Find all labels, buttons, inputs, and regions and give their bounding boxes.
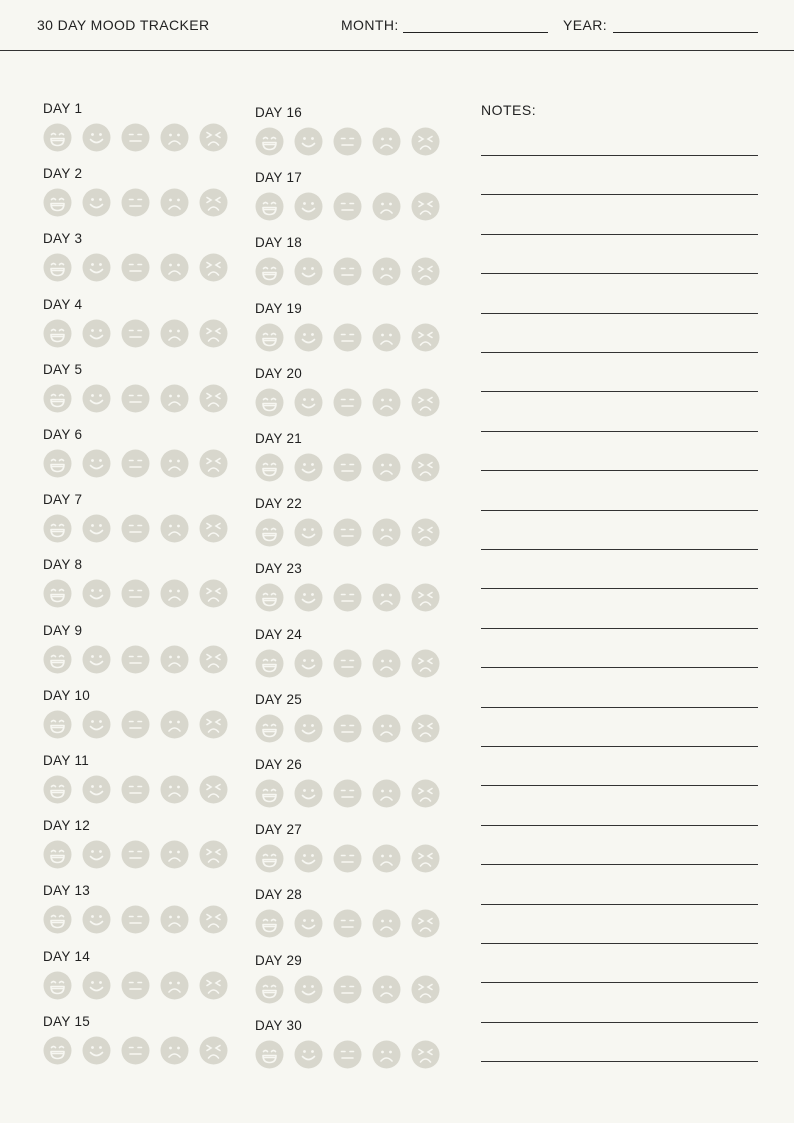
day-label: DAY 23 [255, 561, 303, 577]
sad-face-icon[interactable] [372, 779, 401, 808]
sad-face-icon[interactable] [372, 518, 401, 547]
note-line[interactable] [481, 549, 758, 550]
very-sad-face-icon[interactable] [199, 645, 228, 674]
day-label: DAY 18 [255, 235, 303, 251]
sad-face-icon[interactable] [372, 909, 401, 938]
happy-face-icon[interactable] [294, 453, 323, 482]
very-sad-face-icon[interactable] [411, 518, 440, 547]
note-line[interactable] [481, 1022, 758, 1023]
day-entry [255, 105, 455, 165]
happy-face-icon[interactable] [82, 710, 111, 739]
happy-face-icon[interactable] [82, 645, 111, 674]
neutral-face-icon[interactable] [333, 127, 362, 156]
very-happy-face-icon[interactable] [43, 514, 72, 543]
day-entry [43, 1014, 243, 1074]
day-entry [255, 692, 455, 752]
very-sad-face-icon[interactable] [199, 710, 228, 739]
neutral-face-icon[interactable] [121, 905, 150, 934]
day-entry [255, 366, 455, 426]
month-field[interactable] [403, 32, 548, 33]
sad-face-icon[interactable] [160, 449, 189, 478]
very-happy-face-icon[interactable] [43, 319, 72, 348]
day-label: DAY 4 [43, 296, 83, 312]
very-happy-face-icon[interactable] [43, 123, 72, 152]
happy-face-icon[interactable] [82, 253, 111, 282]
happy-face-icon[interactable] [82, 319, 111, 348]
year-label: YEAR: [563, 17, 608, 33]
very-sad-face-icon[interactable] [199, 319, 228, 348]
very-happy-face-icon[interactable] [255, 844, 284, 873]
very-sad-face-icon[interactable] [411, 714, 440, 743]
header-divider [0, 50, 794, 51]
happy-face-icon[interactable] [82, 188, 111, 217]
very-sad-face-icon[interactable] [411, 909, 440, 938]
very-sad-face-icon[interactable] [411, 649, 440, 678]
note-line[interactable] [481, 1061, 758, 1062]
day-label: DAY 24 [255, 626, 303, 642]
note-line[interactable] [481, 588, 758, 589]
note-line[interactable] [481, 825, 758, 826]
very-happy-face-icon[interactable] [43, 188, 72, 217]
note-line[interactable] [481, 431, 758, 432]
neutral-face-icon[interactable] [333, 453, 362, 482]
note-line[interactable] [481, 194, 758, 195]
happy-face-icon[interactable] [294, 975, 323, 1004]
day-label: DAY 11 [43, 753, 90, 768]
sad-face-icon[interactable] [372, 388, 401, 417]
day-label: DAY 26 [255, 757, 303, 772]
very-happy-face-icon[interactable] [43, 840, 72, 869]
happy-face-icon[interactable] [294, 583, 323, 612]
day-entry [43, 362, 243, 422]
very-happy-face-icon[interactable] [255, 323, 284, 352]
happy-face-icon[interactable] [82, 514, 111, 543]
very-sad-face-icon[interactable] [411, 583, 440, 612]
neutral-face-icon[interactable] [121, 579, 150, 608]
happy-face-icon[interactable] [82, 840, 111, 869]
very-happy-face-icon[interactable] [255, 1040, 284, 1069]
day-label: DAY 30 [255, 1017, 303, 1033]
note-line[interactable] [481, 785, 758, 786]
neutral-face-icon[interactable] [121, 775, 150, 804]
day-entry [43, 492, 243, 552]
day-label: DAY 22 [255, 496, 303, 512]
note-line[interactable] [481, 982, 758, 983]
note-line[interactable] [481, 313, 758, 314]
very-happy-face-icon[interactable] [255, 779, 284, 808]
very-sad-face-icon[interactable] [199, 840, 228, 869]
sad-face-icon[interactable] [160, 971, 189, 1000]
day-label: DAY 3 [43, 231, 83, 247]
very-sad-face-icon[interactable] [199, 188, 228, 217]
sad-face-icon[interactable] [372, 583, 401, 612]
happy-face-icon[interactable] [294, 844, 323, 873]
happy-face-icon[interactable] [82, 123, 111, 152]
day-label: DAY 1 [43, 101, 83, 116]
sad-face-icon[interactable] [372, 1040, 401, 1069]
note-line[interactable] [481, 943, 758, 944]
neutral-face-icon[interactable] [333, 388, 362, 417]
note-line[interactable] [481, 234, 758, 235]
happy-face-icon[interactable] [294, 388, 323, 417]
very-sad-face-icon[interactable] [199, 579, 228, 608]
day-label: DAY 7 [43, 492, 83, 508]
days-column-left [43, 101, 243, 1081]
day-entry [43, 297, 243, 357]
note-line[interactable] [481, 273, 758, 274]
very-happy-face-icon[interactable] [255, 714, 284, 743]
happy-face-icon[interactable] [294, 257, 323, 286]
day-entry [43, 753, 243, 813]
very-sad-face-icon[interactable] [199, 1036, 228, 1065]
happy-face-icon[interactable] [82, 775, 111, 804]
day-entry [43, 623, 243, 683]
very-sad-face-icon[interactable] [411, 975, 440, 1004]
neutral-face-icon[interactable] [333, 192, 362, 221]
very-sad-face-icon[interactable] [411, 844, 440, 873]
very-happy-face-icon[interactable] [43, 775, 72, 804]
day-entry [255, 496, 455, 556]
day-label: DAY 21 [255, 431, 303, 446]
note-line[interactable] [481, 904, 758, 905]
neutral-face-icon[interactable] [121, 840, 150, 869]
note-line[interactable] [481, 155, 758, 156]
very-sad-face-icon[interactable] [199, 775, 228, 804]
sad-face-icon[interactable] [160, 253, 189, 282]
happy-face-icon[interactable] [294, 127, 323, 156]
day-label: DAY 28 [255, 887, 303, 903]
note-line[interactable] [481, 628, 758, 629]
note-line[interactable] [481, 746, 758, 747]
sad-face-icon[interactable] [160, 775, 189, 804]
very-happy-face-icon[interactable] [43, 645, 72, 674]
day-entry [255, 431, 455, 491]
very-happy-face-icon[interactable] [255, 909, 284, 938]
sad-face-icon[interactable] [372, 257, 401, 286]
very-sad-face-icon[interactable] [411, 192, 440, 221]
day-entry [43, 883, 243, 943]
sad-face-icon[interactable] [372, 844, 401, 873]
very-sad-face-icon[interactable] [199, 449, 228, 478]
note-line[interactable] [481, 667, 758, 668]
neutral-face-icon[interactable] [333, 257, 362, 286]
sad-face-icon[interactable] [372, 649, 401, 678]
happy-face-icon[interactable] [294, 192, 323, 221]
very-sad-face-icon[interactable] [411, 127, 440, 156]
happy-face-icon[interactable] [294, 909, 323, 938]
sad-face-icon[interactable] [160, 514, 189, 543]
very-happy-face-icon[interactable] [255, 583, 284, 612]
very-happy-face-icon[interactable] [255, 518, 284, 547]
day-entry [255, 627, 455, 687]
day-entry [43, 166, 243, 226]
neutral-face-icon[interactable] [333, 323, 362, 352]
note-line[interactable] [481, 352, 758, 353]
neutral-face-icon[interactable] [121, 514, 150, 543]
note-line[interactable] [481, 470, 758, 471]
note-line[interactable] [481, 707, 758, 708]
happy-face-icon[interactable] [82, 449, 111, 478]
sad-face-icon[interactable] [160, 123, 189, 152]
very-happy-face-icon[interactable] [255, 975, 284, 1004]
day-entry [43, 557, 243, 617]
day-label: DAY 14 [43, 948, 91, 964]
header [0, 0, 794, 51]
sad-face-icon[interactable] [160, 384, 189, 413]
day-entry [43, 818, 243, 878]
sad-face-icon[interactable] [372, 714, 401, 743]
very-happy-face-icon[interactable] [255, 192, 284, 221]
sad-face-icon[interactable] [372, 453, 401, 482]
note-line[interactable] [481, 864, 758, 865]
very-sad-face-icon[interactable] [199, 971, 228, 1000]
day-entry [43, 949, 243, 1009]
sad-face-icon[interactable] [372, 323, 401, 352]
very-happy-face-icon[interactable] [43, 971, 72, 1000]
happy-face-icon[interactable] [82, 971, 111, 1000]
very-sad-face-icon[interactable] [199, 253, 228, 282]
neutral-face-icon[interactable] [121, 188, 150, 217]
notes-label: NOTES: [481, 102, 537, 118]
neutral-face-icon[interactable] [121, 123, 150, 152]
neutral-face-icon[interactable] [333, 844, 362, 873]
day-entry [255, 887, 455, 947]
neutral-face-icon[interactable] [333, 649, 362, 678]
very-sad-face-icon[interactable] [411, 257, 440, 286]
very-sad-face-icon[interactable] [411, 779, 440, 808]
year-field[interactable] [613, 32, 758, 33]
month-label: MONTH: [341, 17, 399, 33]
day-label: DAY 29 [255, 952, 303, 968]
neutral-face-icon[interactable] [333, 975, 362, 1004]
very-sad-face-icon[interactable] [411, 388, 440, 417]
happy-face-icon[interactable] [294, 779, 323, 808]
very-happy-face-icon[interactable] [43, 710, 72, 739]
day-label: DAY 25 [255, 691, 303, 707]
day-label: DAY 9 [43, 622, 83, 638]
day-label: DAY 12 [43, 818, 91, 834]
day-label: DAY 2 [43, 166, 83, 182]
day-label: DAY 6 [43, 427, 83, 442]
very-happy-face-icon[interactable] [43, 449, 72, 478]
happy-face-icon[interactable] [82, 384, 111, 413]
very-happy-face-icon[interactable] [255, 127, 284, 156]
very-sad-face-icon[interactable] [411, 1040, 440, 1069]
sad-face-icon[interactable] [160, 905, 189, 934]
day-entry [43, 231, 243, 291]
day-label: DAY 8 [43, 557, 83, 573]
sad-face-icon[interactable] [160, 579, 189, 608]
very-happy-face-icon[interactable] [255, 649, 284, 678]
neutral-face-icon[interactable] [121, 645, 150, 674]
day-entry [255, 757, 455, 817]
note-line[interactable] [481, 391, 758, 392]
neutral-face-icon[interactable] [333, 1040, 362, 1069]
page-title: 30 DAY MOOD TRACKER [37, 17, 210, 33]
happy-face-icon[interactable] [82, 579, 111, 608]
day-label: DAY 16 [255, 105, 303, 120]
day-entry [255, 235, 455, 295]
sad-face-icon[interactable] [372, 975, 401, 1004]
very-happy-face-icon[interactable] [43, 1036, 72, 1065]
day-entry [255, 301, 455, 361]
very-happy-face-icon[interactable] [255, 257, 284, 286]
days-column-right [255, 105, 455, 1085]
neutral-face-icon[interactable] [333, 714, 362, 743]
day-label: DAY 17 [255, 170, 303, 186]
neutral-face-icon[interactable] [121, 449, 150, 478]
neutral-face-icon[interactable] [121, 710, 150, 739]
very-happy-face-icon[interactable] [43, 384, 72, 413]
very-happy-face-icon[interactable] [255, 388, 284, 417]
day-label: DAY 20 [255, 365, 303, 381]
day-entry [43, 101, 243, 161]
day-label: DAY 10 [43, 687, 91, 703]
neutral-face-icon[interactable] [333, 909, 362, 938]
sad-face-icon[interactable] [160, 319, 189, 348]
neutral-face-icon[interactable] [121, 319, 150, 348]
happy-face-icon[interactable] [294, 714, 323, 743]
neutral-face-icon[interactable] [121, 253, 150, 282]
happy-face-icon[interactable] [82, 905, 111, 934]
happy-face-icon[interactable] [294, 518, 323, 547]
sad-face-icon[interactable] [160, 710, 189, 739]
day-entry [255, 170, 455, 230]
very-sad-face-icon[interactable] [411, 323, 440, 352]
day-label: DAY 19 [255, 300, 303, 316]
very-sad-face-icon[interactable] [199, 905, 228, 934]
happy-face-icon[interactable] [294, 649, 323, 678]
neutral-face-icon[interactable] [121, 971, 150, 1000]
day-entry [255, 1018, 455, 1078]
very-sad-face-icon[interactable] [199, 384, 228, 413]
neutral-face-icon[interactable] [333, 518, 362, 547]
very-sad-face-icon[interactable] [199, 514, 228, 543]
very-sad-face-icon[interactable] [199, 123, 228, 152]
happy-face-icon[interactable] [294, 323, 323, 352]
sad-face-icon[interactable] [160, 1036, 189, 1065]
very-sad-face-icon[interactable] [411, 453, 440, 482]
very-happy-face-icon[interactable] [255, 453, 284, 482]
day-entry [255, 953, 455, 1013]
sad-face-icon[interactable] [160, 188, 189, 217]
sad-face-icon[interactable] [372, 127, 401, 156]
neutral-face-icon[interactable] [121, 1036, 150, 1065]
sad-face-icon[interactable] [372, 192, 401, 221]
happy-face-icon[interactable] [82, 1036, 111, 1065]
happy-face-icon[interactable] [294, 1040, 323, 1069]
sad-face-icon[interactable] [160, 645, 189, 674]
day-entry [43, 427, 243, 487]
day-label: DAY 5 [43, 361, 83, 377]
day-label: DAY 27 [255, 822, 303, 838]
neutral-face-icon[interactable] [333, 583, 362, 612]
neutral-face-icon[interactable] [121, 384, 150, 413]
very-happy-face-icon[interactable] [43, 579, 72, 608]
very-happy-face-icon[interactable] [43, 253, 72, 282]
day-label: DAY 13 [43, 883, 91, 899]
day-label: DAY 15 [43, 1013, 91, 1029]
day-entry [255, 822, 455, 882]
day-entry [43, 688, 243, 748]
note-line[interactable] [481, 510, 758, 511]
neutral-face-icon[interactable] [333, 779, 362, 808]
day-entry [255, 561, 455, 621]
very-happy-face-icon[interactable] [43, 905, 72, 934]
sad-face-icon[interactable] [160, 840, 189, 869]
